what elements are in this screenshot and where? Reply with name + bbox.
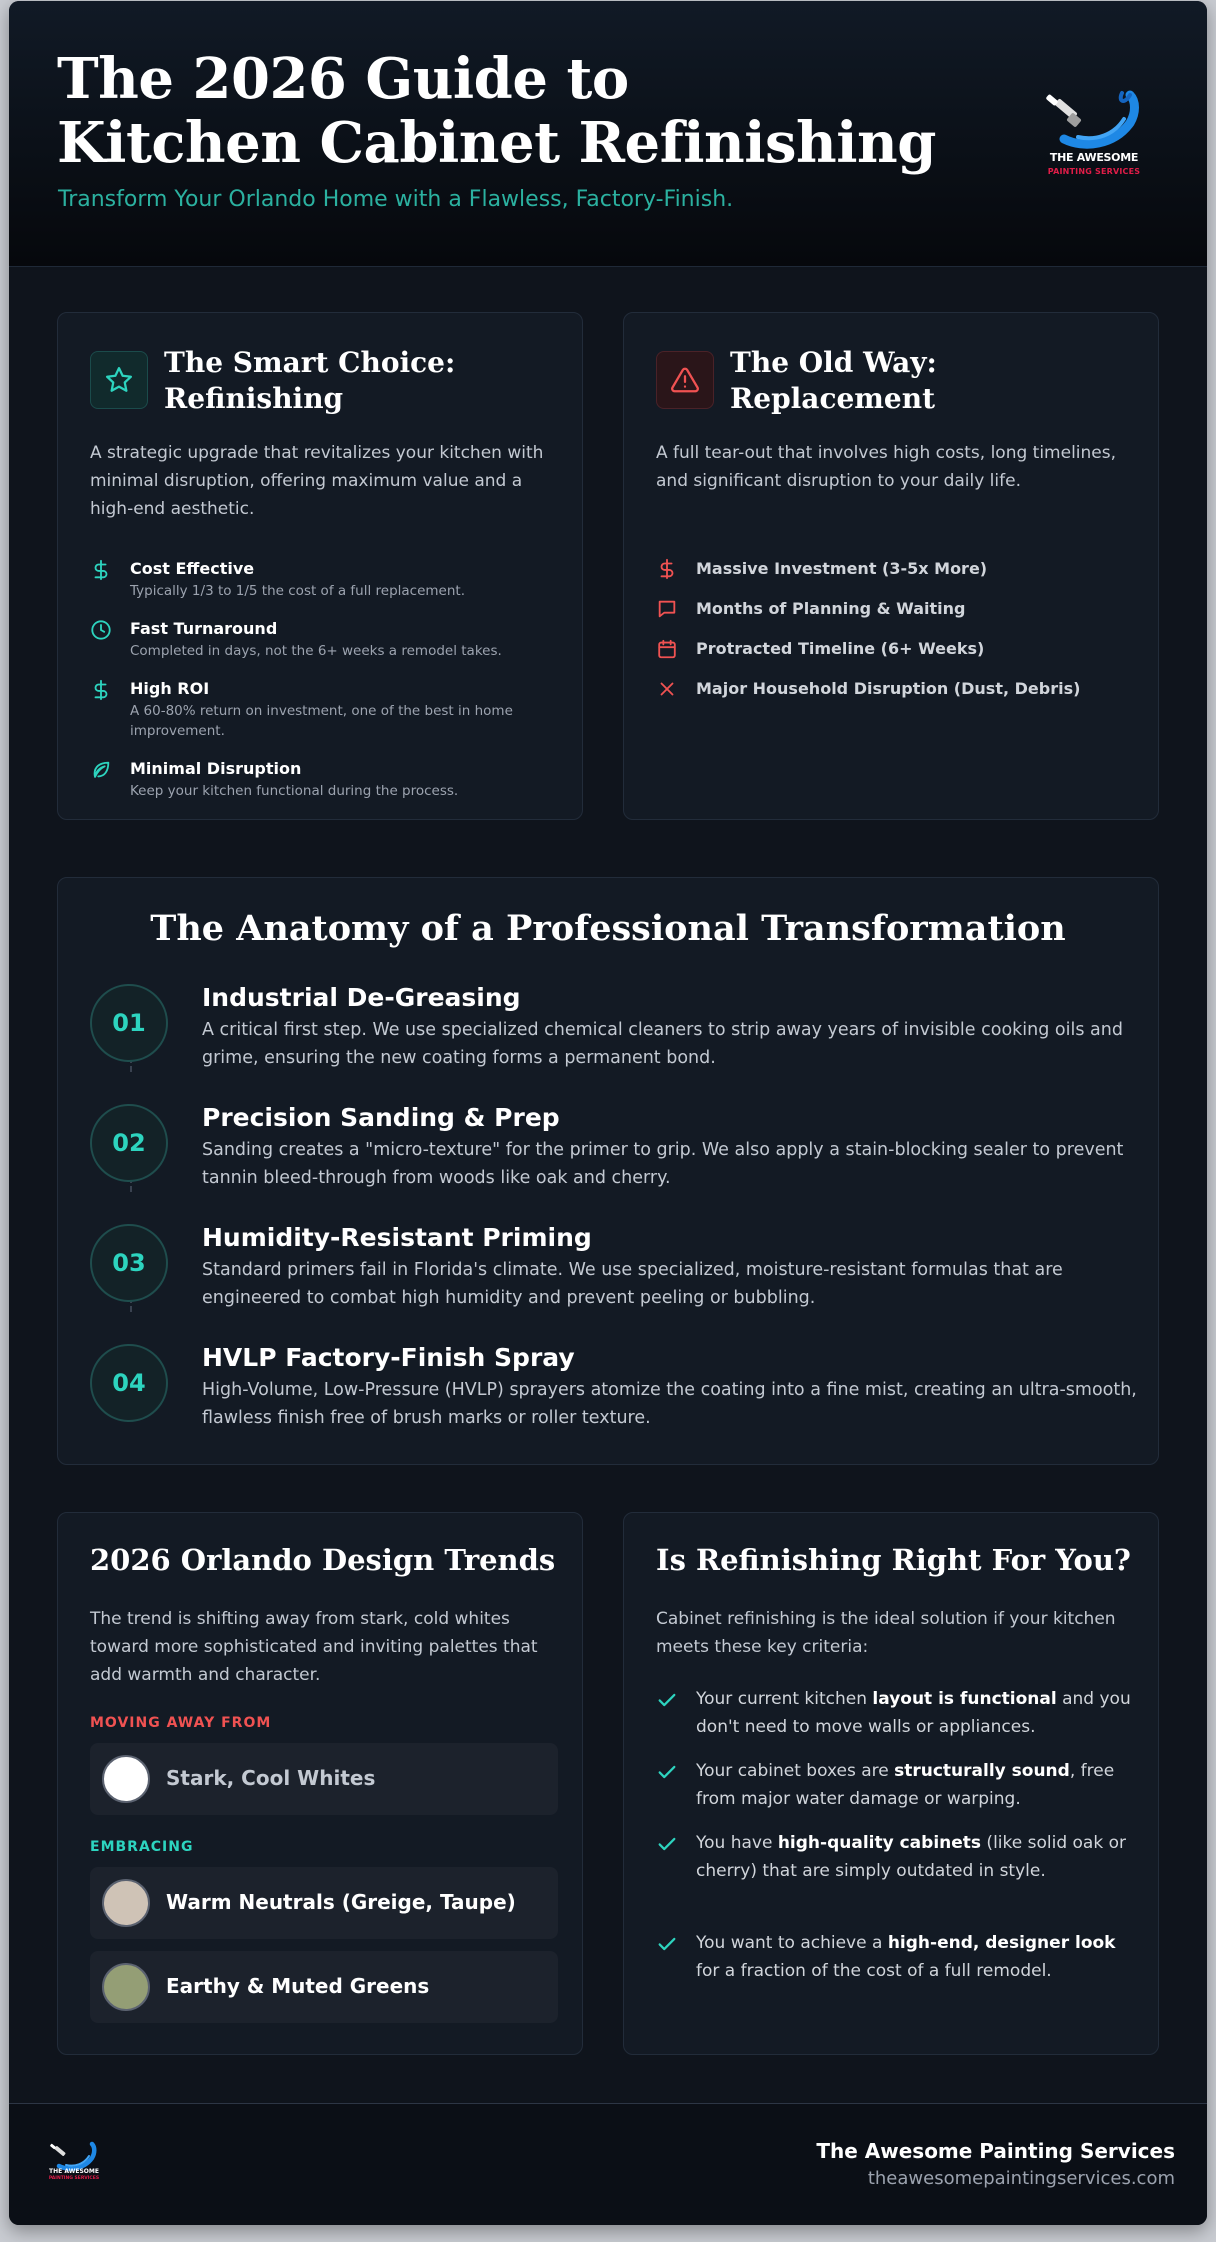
chat-bubble-icon	[656, 598, 678, 620]
smart-choice-card	[57, 312, 583, 820]
check-icon	[656, 1833, 678, 1855]
check-icon	[656, 1761, 678, 1783]
old-way-title-line-1: The Old Way:	[730, 346, 937, 379]
criteria-text: You want to achieve a high-end, designer look for a fraction of the cost of a full remodel.	[696, 1933, 1116, 1981]
check-icon	[656, 1689, 678, 1711]
step-title: HVLP Factory-Finish Spray	[202, 1343, 575, 1372]
step-number: 04	[90, 1344, 168, 1422]
feature-detail: Keep your kitchen functional during the process.	[130, 783, 459, 799]
footer	[9, 2103, 1207, 2225]
dollar-icon	[90, 559, 112, 581]
leaf-icon	[90, 759, 112, 781]
anatomy-card	[57, 877, 1159, 1465]
feature-title: Minimal Disruption	[130, 759, 302, 778]
warning-triangle-icon	[670, 365, 700, 395]
warning-icon-box	[656, 351, 714, 409]
smart-choice-title-line-1: The Smart Choice:	[164, 346, 456, 379]
logo-text-secondary: PAINTING SERVICES	[1047, 167, 1141, 176]
x-icon	[656, 678, 678, 700]
old-way-card	[623, 312, 1159, 820]
feature-title: Fast Turnaround	[130, 619, 278, 638]
footer-logo-text-secondary: PAINTING SERVICES	[48, 2176, 100, 2181]
anatomy-title: The Anatomy of a Professional Transformation	[150, 908, 1066, 949]
smart-choice-description: A strategic upgrade that revitalizes your kitchen with minimal disruption, offering maximum value and a high-end aesthetic.	[90, 443, 544, 519]
criteria-text: Your cabinet boxes are structurally sound, free from major water damage or warping.	[696, 1761, 1115, 1809]
paint-brush-logo-icon	[1044, 87, 1144, 151]
trend-swatch-embrace	[90, 1867, 558, 1939]
criteria-text: You have high-quality cabinets (like solid oak or cherry) that are simply outdated in style.	[696, 1833, 1126, 1881]
swatch-label: Warm Neutrals (Greige, Taupe)	[166, 1890, 516, 1914]
footer-company-name: The Awesome Painting Services	[816, 2139, 1175, 2163]
smart-choice-title-line-2: Refinishing	[164, 382, 344, 415]
step-description: Sanding creates a "micro-texture" for the primer to grip. We also apply a stain-blocking sealer to prevent tannin bleed-through from woods like oak and cherry.	[202, 1140, 1124, 1188]
drawback-label: Major Household Disruption (Dust, Debris)	[696, 679, 1081, 698]
color-swatch	[102, 1879, 150, 1927]
smart-choice-title	[164, 345, 455, 417]
step-description: High-Volume, Low-Pressure (HVLP) sprayers atomize the coating into a fine mist, creating an ultra-smooth, flawless finish free of brush marks or roller texture.	[202, 1380, 1137, 1428]
old-way-title	[730, 345, 937, 417]
clock-icon	[90, 619, 112, 641]
right-for-you-intro: Cabinet refinishing is the ideal solution if your kitchen meets these key criteria:	[656, 1609, 1116, 1657]
footer-logo	[49, 2140, 99, 2190]
header	[9, 1, 1207, 267]
step-number: 03	[90, 1224, 168, 1302]
drawback-label: Protracted Timeline (6+ Weeks)	[696, 639, 985, 658]
feature-detail: A 60-80% return on investment, one of the best in home improvement.	[130, 703, 513, 739]
logo-text-primary: THE AWESOME	[1049, 151, 1139, 164]
old-way-description: A full tear-out that involves high costs, long timelines, and significant disruption to your daily life.	[656, 443, 1117, 491]
feature-detail: Typically 1/3 to 1/5 the cost of a full replacement.	[130, 583, 466, 599]
page-title	[57, 47, 936, 175]
drawback-label: Months of Planning & Waiting	[696, 599, 966, 618]
title-line-2: Kitchen Cabinet Refinishing	[57, 110, 936, 176]
right-for-you-card	[623, 1512, 1159, 2055]
swatch-label: Stark, Cool Whites	[166, 1766, 376, 1790]
brand-logo	[1044, 87, 1144, 183]
color-swatch	[102, 1963, 150, 2011]
design-trends-card	[57, 1512, 583, 2055]
feature-title: High ROI	[130, 679, 210, 698]
feature-title: Cost Effective	[130, 559, 255, 578]
page-subtitle: Transform Your Orlando Home with a Flawless, Factory-Finish.	[58, 187, 734, 212]
dollar-icon	[90, 679, 112, 701]
swatch-label: Earthy & Muted Greens	[166, 1974, 430, 1998]
footer-website-link[interactable]: theawesomepaintingservices.com	[867, 2168, 1175, 2189]
right-for-you-title: Is Refinishing Right For You?	[656, 1543, 1131, 1577]
calendar-icon	[656, 638, 678, 660]
step-title: Precision Sanding & Prep	[202, 1103, 560, 1132]
star-icon	[104, 365, 134, 395]
star-icon-box	[90, 351, 148, 409]
dollar-icon	[656, 558, 678, 580]
title-line-1: The 2026 Guide to	[57, 46, 629, 112]
moving-away-label: MOVING AWAY FROM	[90, 1715, 272, 1731]
feature-detail: Completed in days, not the 6+ weeks a remodel takes.	[130, 643, 502, 659]
check-icon	[656, 1933, 678, 1955]
step-number: 02	[90, 1104, 168, 1182]
trend-swatch-away	[90, 1743, 558, 1815]
step-description: A critical first step. We use specialized chemical cleaners to strip away years of invisible cooking oils and grime, ensuring the new coating forms a permanent bond.	[202, 1020, 1123, 1068]
trends-description: The trend is shifting away from stark, cold whites toward more sophisticated and inviting palettes that add warmth and character.	[90, 1609, 538, 1685]
step-title: Industrial De-Greasing	[202, 983, 521, 1012]
color-swatch	[102, 1755, 150, 1803]
old-way-title-line-2: Replacement	[730, 382, 936, 415]
trends-title: 2026 Orlando Design Trends	[90, 1543, 556, 1577]
step-title: Humidity-Resistant Priming	[202, 1223, 592, 1252]
criteria-text: Your current kitchen layout is functional and you don't need to move walls or appliances.	[696, 1689, 1131, 1737]
footer-logo-text-primary: THE AWESOME	[49, 2168, 99, 2175]
step-number: 01	[90, 984, 168, 1062]
step-description: Standard primers fail in Florida's climate. We use specialized, moisture-resistant formulas that are engineered to combat high humidity and prevent peeling or bubbling.	[202, 1260, 1063, 1308]
embracing-label: EMBRACING	[90, 1839, 194, 1855]
infographic-page	[9, 1, 1207, 2225]
drawback-label: Massive Investment (3-5x More)	[696, 559, 988, 578]
trend-swatch-embrace	[90, 1951, 558, 2023]
